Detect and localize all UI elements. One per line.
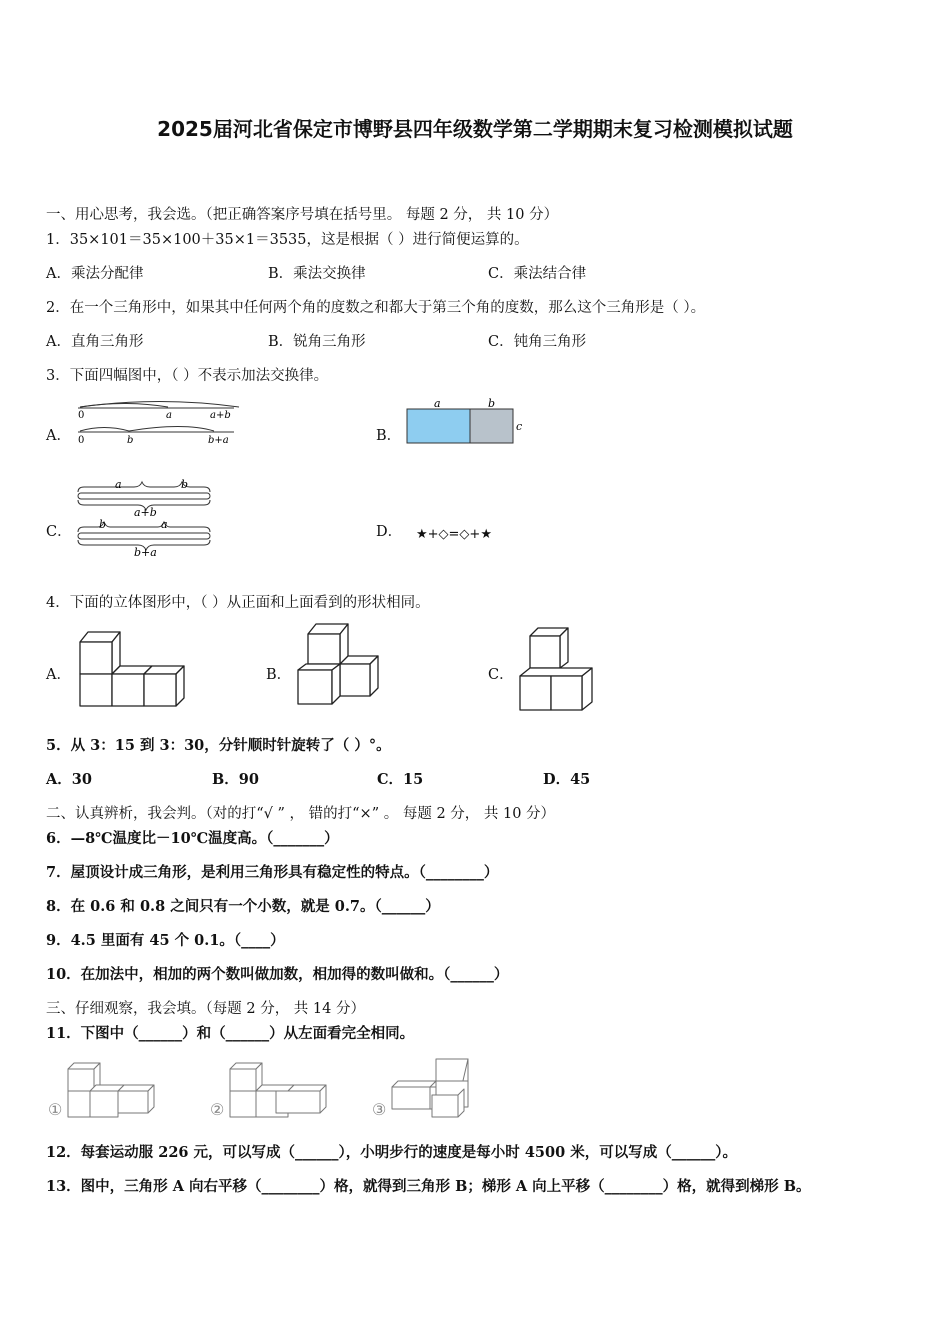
q3-stem: 3．下面四幅图中，（ ）不表示加法交换律。 (46, 368, 329, 384)
section-3-header: 三、仔细观察，我会填。（每题 2 分， 共 14 分） (46, 1001, 365, 1017)
section-1-header: 一、用心思考，我会选。（把正确答案序号填在括号里。 每题 2 分， 共 10 分） (46, 207, 559, 223)
q4-option-a[interactable]: A． (46, 667, 71, 683)
q3c-ab: a+b (134, 506, 157, 519)
q3a-zero-2: 0 (78, 435, 85, 446)
q4-option-b[interactable]: B． (266, 667, 292, 683)
q4-figure-a (72, 628, 187, 710)
page-title: 2025届河北省保定市博野县四年级数学第二学期期末复习检测模拟试题 (157, 117, 793, 141)
q1-option-b[interactable]: B．乘法交换律 (268, 266, 366, 282)
q4-figure-c (516, 624, 601, 716)
q3c-ba: b+a (134, 546, 157, 559)
q3a-ba: b+a (208, 435, 229, 446)
q1-option-a[interactable]: A．乘法分配律 (46, 266, 144, 282)
q5-option-d[interactable]: D．45 (543, 771, 591, 788)
q11-stem: 11．下图中（______）和（______）从左面看完全相同。 (46, 1025, 415, 1042)
q8: 8．在 0.6 和 0.8 之间只有一个小数，就是 0.7。（______） (46, 898, 440, 915)
q5-option-a[interactable]: A．30 (46, 771, 92, 788)
q10: 10．在加法中，相加的两个数叫做加数，相加得的数叫做和。（______） (46, 966, 509, 983)
q9: 9．4.5 里面有 45 个 0.1。（____） (46, 932, 285, 949)
q3-figure-a (74, 398, 244, 448)
q1-stem: 1．35×101＝35×100＋35×1＝3535，这是根据（ ）进行简便运算的。 (46, 232, 529, 248)
q3-figure-d: ★+◇=◇+★ (416, 527, 492, 542)
q5-option-b[interactable]: B．90 (212, 771, 259, 788)
q1-option-c[interactable]: C．乘法结合律 (488, 266, 587, 282)
q6: 6．—8℃温度比－10℃温度高。（_______） (46, 830, 339, 847)
q3c-a-top: a (115, 478, 122, 491)
q4-figure-b (294, 620, 389, 712)
section-2-header: 二、认真辨析，我会判。（对的打“√ ” ， 错的打“×” 。 每题 2 分， 共 10 分） (46, 806, 556, 822)
q2-option-b[interactable]: B．锐角三角形 (268, 334, 366, 350)
q2-stem: 2．在一个三角形中，如果其中任何两个角的度数之和都大于第三个角的度数，那么这个三角形是（ ）。 (46, 300, 706, 316)
q3b-a: a (434, 397, 441, 410)
q11-label-1: ① (48, 1100, 63, 1119)
q3a-zero-1: 0 (78, 410, 85, 421)
q4-option-c[interactable]: C． (488, 667, 514, 683)
q3a-ab: a+b (210, 410, 231, 421)
q7: 7．屋顶设计成三角形，是利用三角形具有稳定性的特点。（________） (46, 864, 499, 881)
q3-option-d[interactable]: D． (376, 524, 403, 540)
q3a-b: b (127, 435, 134, 446)
q3-option-a[interactable]: A． (46, 428, 71, 444)
q3-figure-c (74, 478, 224, 558)
q5-option-c[interactable]: C．15 (377, 771, 424, 788)
q3-option-c[interactable]: C． (46, 524, 72, 540)
q11-figures (44, 1055, 484, 1123)
q3a-a: a (166, 410, 172, 421)
q11-label-3: ③ (372, 1100, 387, 1119)
q3-option-b[interactable]: B． (376, 428, 402, 444)
q2-option-a[interactable]: A．直角三角形 (46, 334, 144, 350)
q3-figure-b (400, 396, 540, 446)
q3c-a-bottom: a (161, 518, 168, 531)
q13: 13．图中，三角形 A 向右平移（________）格，就得到三角形 B；梯形 A 向上平移（________）格，就得到梯形 B。 (46, 1178, 811, 1195)
q3c-b-top: b (181, 478, 189, 491)
q5-stem: 5．从 3：15 到 3：30，分针顺时针旋转了（ ）°。 (46, 737, 391, 754)
q3b-c: c (516, 420, 523, 433)
q2-option-c[interactable]: C．钝角三角形 (488, 334, 587, 350)
q3b-b: b (488, 397, 496, 410)
q3c-b-bottom: b (99, 518, 107, 531)
q12: 12．每套运动服 226 元，可以写成（______），小明步行的速度是每小时 4500 米，可以写成（______）。 (46, 1144, 737, 1161)
q4-stem: 4．下面的立体图形中，（ ）从正面和上面看到的形状相同。 (46, 595, 430, 611)
q11-label-2: ② (210, 1100, 225, 1119)
